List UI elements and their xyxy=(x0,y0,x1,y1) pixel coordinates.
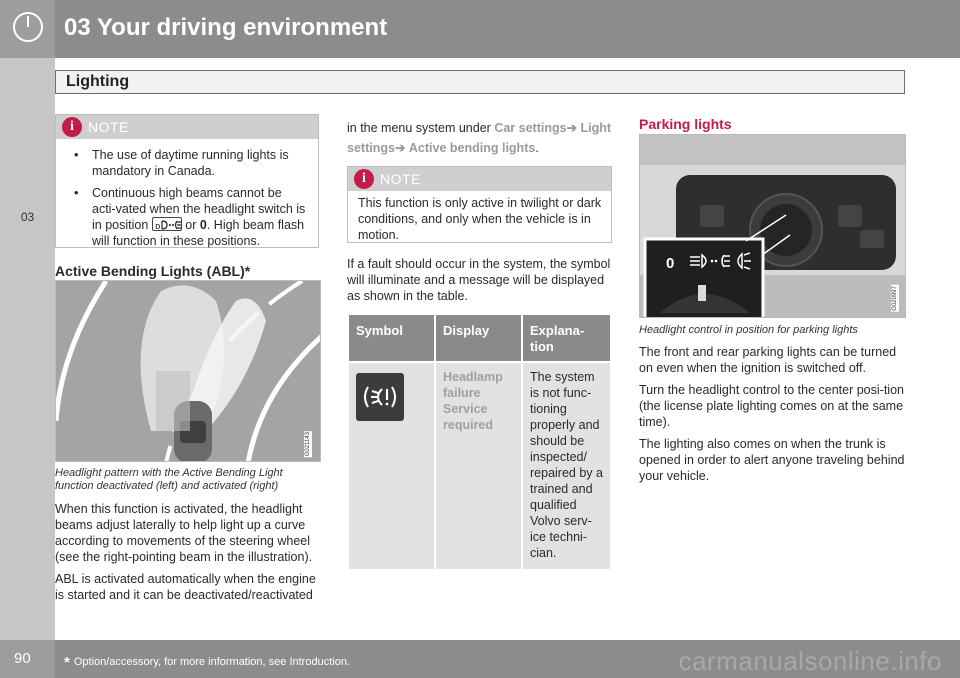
parking-body: The front and rear parking lights can be turned on even when the ignition is switched off. Turn the headlight control to the center posi-tion (the license plate lighting comes on at the same time). The lighting also comes on when the trunk is opened in order to alert anyone traveling behind your vehicle. xyxy=(639,345,905,483)
table-header: Explana-tion xyxy=(523,315,610,361)
note-title: NOTE xyxy=(380,171,421,187)
fault-table xyxy=(347,315,612,569)
list-item: • Continuous high beams cannot be acti-vated when the headlight switch is in position ᴅ or 0. High beam flash will function in these positions. xyxy=(70,185,308,249)
table-header: Symbol xyxy=(349,315,434,361)
footnote: * Option/accessory, for more information, see Introduction. xyxy=(64,654,350,671)
daytime-running-lights-icon xyxy=(152,217,182,231)
info-icon: i xyxy=(62,117,82,137)
side-tab xyxy=(0,100,55,640)
figure-code: G021143 xyxy=(305,432,311,457)
chapter-title: 03 Your driving environment xyxy=(64,14,388,41)
side-tab-top xyxy=(0,58,55,100)
watermark: carmanualsonline.info xyxy=(678,646,942,676)
headlight-control-photo xyxy=(639,134,906,318)
abl-body: When this function is activated, the headlight beams adjust laterally to help light up a curve according to movements of the steering wheel (see the right-pointing beam in the illustration). ABL is activated automatically when the engine is started and it can be deactivated/reactivated xyxy=(55,502,316,602)
note-box-daytime xyxy=(55,114,319,248)
page-number: 90 xyxy=(14,650,31,667)
gauge-icon xyxy=(0,0,55,58)
table-row xyxy=(349,361,610,569)
zoom-zero-label: 0 xyxy=(666,255,675,272)
headlamp-warning-icon xyxy=(356,373,404,421)
menu-link-active-bending-lights[interactable]: Active bending lights xyxy=(408,141,536,155)
menu-link-car-settings[interactable]: Car settings xyxy=(494,121,567,135)
abl-caption: Headlight pattern with the Active Bending Light function deactivated (left) and activated (right) xyxy=(55,467,283,492)
parking-heading: Parking lights xyxy=(639,116,732,132)
figure-code: G020997 xyxy=(892,286,898,311)
fault-text: If a fault should occur in the system, the symbol will illuminate and a message will be displayed as shown in the table. xyxy=(347,257,611,303)
list-item: • The use of daytime running lights is mandatory in Canada. xyxy=(70,147,308,179)
section-title: Lighting xyxy=(66,73,130,90)
abl-heading: Active Bending Lights (ABL)* xyxy=(55,263,251,279)
arrow-icon: ➔ xyxy=(566,121,578,135)
page-footer xyxy=(0,640,960,678)
note-title: NOTE xyxy=(88,119,129,135)
info-icon: i xyxy=(354,169,374,189)
parking-caption: Headlight control in position for parking lights xyxy=(639,324,858,336)
note-text: This function is only active in twilight or dark conditions, and only when the vehicle is in motion. xyxy=(358,196,602,242)
menu-path-text: in the menu system under Car settings➔ Light settings➔ Active bending lights. xyxy=(347,121,612,155)
table-header: Display xyxy=(436,315,521,361)
chapter-header xyxy=(0,0,960,58)
side-tab-number: 03 xyxy=(20,210,35,224)
svg-text:ᴅ: ᴅ xyxy=(154,222,161,232)
display-cell: Headlamp failure Service required xyxy=(436,361,521,569)
explanation-cell: The system is not func-tioning properly and should be inspected/ repaired by a trained and qualified Volvo serv-ice techni-cian. xyxy=(523,361,610,569)
note-box-abl xyxy=(347,166,612,243)
note-list xyxy=(70,147,308,255)
menu-link-light-settings[interactable]: Light settings xyxy=(347,121,612,155)
abl-illustration xyxy=(55,280,321,462)
section-header xyxy=(55,70,905,94)
arrow-icon: ➔ xyxy=(394,141,406,155)
